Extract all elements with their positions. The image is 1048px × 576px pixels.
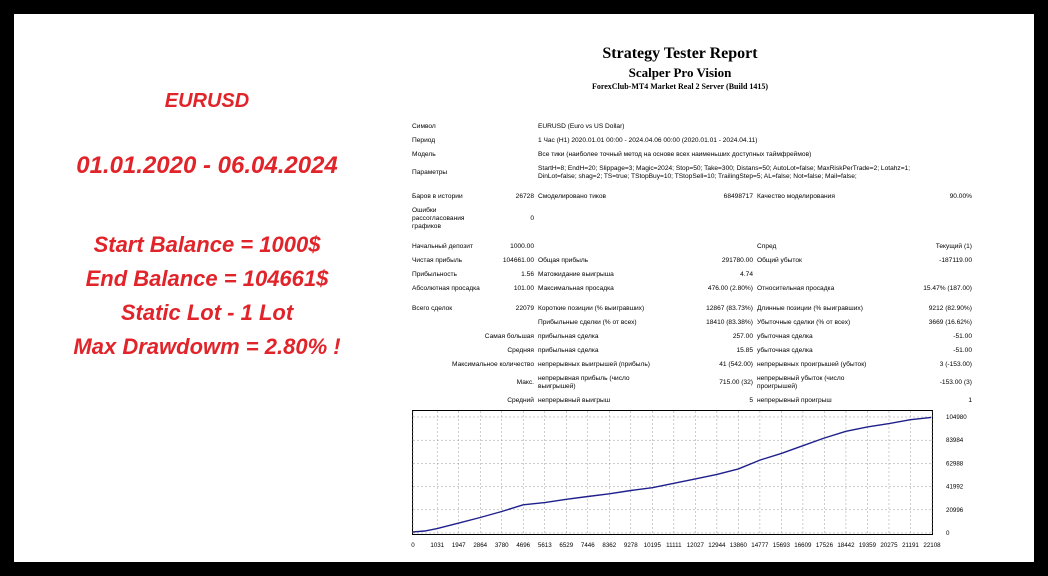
x-tick-label: 16609 <box>794 542 812 549</box>
avg-losses-value: 1 <box>968 397 972 404</box>
x-tick-label: 18442 <box>837 542 855 549</box>
x-tick-label: 13860 <box>729 542 747 549</box>
gross-loss-label: Общий убыток <box>757 257 802 264</box>
avg-label: Средний <box>507 397 534 404</box>
x-tick-label: 3780 <box>494 542 509 549</box>
trades-label: Всего сделок <box>412 305 453 312</box>
net-profit-value: 104661.00 <box>502 257 534 264</box>
balance-chart <box>411 410 967 558</box>
report-title: Strategy Tester Report <box>602 45 758 62</box>
report-server: ForexClub-MT4 Market Real 2 Server (Build 1415) <box>591 82 769 91</box>
x-tick-label: 2864 <box>473 542 488 549</box>
payoff-label: Матожидание выигрыша <box>538 271 614 278</box>
max-drawdown-text: Max Drawdowm = 2.80% ! <box>73 334 341 359</box>
rel-dd-value: 15.47% (187.00) <box>923 285 972 292</box>
x-tick-label: 5613 <box>537 542 552 549</box>
spread-value: Текущий (1) <box>935 243 972 250</box>
x-tick-label: 12027 <box>686 542 704 549</box>
symbol-value: EURUSD (Euro vs US Dollar) <box>538 123 625 130</box>
gross-loss-value: -187119.00 <box>939 257 972 264</box>
max-dd-value: 476.00 (2.80%) <box>707 285 753 292</box>
y-tick-label: 0 <box>946 530 950 537</box>
summary-panel <box>14 14 400 562</box>
spread-label: Спред <box>757 243 777 250</box>
max-losses-value: 3 (-153.00) <box>939 361 972 368</box>
deposit-value: 1000.00 <box>510 243 534 250</box>
x-tick-label: 21191 <box>902 542 919 549</box>
pf-label: Прибыльность <box>412 271 457 278</box>
period-label: Период <box>412 137 436 144</box>
avg-wins-label: непрерывный выигрыш <box>538 397 611 404</box>
quality-value: 90.00% <box>949 193 972 200</box>
errors-value: 0 <box>530 215 534 222</box>
avg-wins-value: 5 <box>749 397 753 404</box>
loss-trades-value: 3669 (16.62%) <box>928 319 972 326</box>
y-tick-label: 62988 <box>946 460 964 468</box>
average-loss-value: -51.00 <box>953 347 972 354</box>
max-wins-label: непрерывных выигрышей (прибыль) <box>538 361 650 368</box>
long-value: 9212 (82.90%) <box>928 305 972 312</box>
max-cons-profit-value: 715.00 (32) <box>719 379 753 386</box>
params-value-2: DinLot=false; shag=2; TS=true; TStopBuy=10; TStopSell=10; TrailingStep=5; AL=false; Not=false; Mail=false; <box>538 173 857 180</box>
max-cons-loss-label: непрерывный убыток (число проигрышей) <box>757 375 845 390</box>
strategy-tester-report <box>398 42 972 558</box>
start-balance-text: Start Balance = 1000$ <box>93 232 321 257</box>
profit-trades-value: 18410 (83.38%) <box>706 319 753 326</box>
date-range-heading: 01.01.2020 - 06.04.2024 <box>76 152 338 179</box>
y-tick-label: 20996 <box>946 506 964 514</box>
x-tick-label: 0 <box>411 542 415 549</box>
x-tick-label: 7446 <box>580 542 595 549</box>
x-tick-label: 6529 <box>559 542 574 549</box>
bars-label: Баров в истории <box>412 193 463 200</box>
largest-profit-value: 257.00 <box>732 333 753 340</box>
rel-dd-label: Относительная просадка <box>757 285 835 292</box>
max-label: Макс. <box>516 379 534 386</box>
x-tick-label: 20275 <box>880 542 898 549</box>
x-tick-label: 1031 <box>430 542 445 549</box>
max-wins-value: 41 (542.00) <box>719 361 753 368</box>
x-tick-label: 15693 <box>772 542 791 549</box>
max-cons-profit-label: непрерывная прибыль (число выигрышей) <box>538 375 630 390</box>
loss-trades-label: Убыточные сделки (% от всех) <box>757 319 851 326</box>
quality-label: Качество моделирования <box>757 193 835 200</box>
y-tick-label: 41992 <box>946 483 964 491</box>
x-tick-label: 22108 <box>923 542 941 549</box>
x-tick-label: 12944 <box>708 542 726 549</box>
profit-trades-label: Прибыльные сделки (% от всех) <box>538 319 637 326</box>
ticks-value: 68498717 <box>723 193 753 200</box>
y-tick-label: 104980 <box>946 414 967 421</box>
period-value: 1 Час (H1) 2020.01.01 00:00 - 2024.04.06 00:00 (2020.01.01 - 2024.04.11) <box>538 137 758 144</box>
max-dd-label: Максимальная просадка <box>538 285 614 292</box>
average-profit-label: прибыльная сделка <box>538 347 599 354</box>
max-cons-loss-value: -153.00 (3) <box>939 379 972 386</box>
largest-loss-value: -51.00 <box>953 333 972 340</box>
x-tick-label: 19359 <box>858 542 877 549</box>
x-tick-label: 9278 <box>623 542 638 549</box>
gross-profit-label: Общая прибыль <box>538 257 589 264</box>
errors-label: Ошибки рассогласования графиков <box>412 207 465 230</box>
x-tick-label: 8362 <box>602 542 617 549</box>
x-tick-label: 4696 <box>516 542 531 549</box>
y-tick-label: 83984 <box>946 437 964 445</box>
largest-profit-label: прибыльная сделка <box>538 333 599 340</box>
abs-dd-label: Абсолютная просадка <box>412 285 480 292</box>
max-count-label: Максимальное количество <box>452 361 534 368</box>
symbol-heading: EURUSD <box>164 90 250 112</box>
average-loss-label: убыточная сделка <box>757 347 813 354</box>
ticks-label: Смоделировано тиков <box>538 193 607 200</box>
model-label: Модель <box>412 151 436 158</box>
params-label: Параметры <box>412 169 448 176</box>
model-value: Все тики (наиболее точный метод на основе всех наименьших доступных таймфреймов) <box>538 151 812 158</box>
x-tick-label: 11111 <box>666 542 682 549</box>
x-tick-label: 17526 <box>815 542 834 549</box>
lot-text: Static Lot - 1 Lot <box>120 300 294 325</box>
x-tick-label: 1947 <box>451 542 466 549</box>
short-value: 12867 (83.73%) <box>706 305 753 312</box>
bars-value: 26728 <box>515 193 534 200</box>
abs-dd-value: 101.00 <box>513 285 534 292</box>
gross-profit-value: 291780.00 <box>721 257 753 264</box>
image-frame <box>14 14 1034 562</box>
largest-loss-label: убыточная сделка <box>757 333 813 340</box>
largest-label: Самая большая <box>484 333 534 340</box>
long-label: Длинные позиции (% выигравших) <box>757 305 863 312</box>
payoff-value: 4.74 <box>740 271 753 278</box>
report-subtitle: Scalper Pro Vision <box>628 65 732 80</box>
params-value-1: StartH=8; EndH=20; Slippage=3; Magic=2024; Stop=50; Take=300; Distans=50; AutoLot=false; MaxRiskPerTrade=2; Lotahz=1; <box>538 165 911 172</box>
average-profit-value: 15.85 <box>736 347 753 354</box>
net-profit-label: Чистая прибыль <box>412 257 463 264</box>
symbol-label: Символ <box>412 123 436 130</box>
end-balance-text: End Balance = 104661$ <box>85 266 329 291</box>
x-tick-label: 10195 <box>643 542 661 549</box>
average-label: Средняя <box>507 347 534 354</box>
pf-value: 1.56 <box>521 271 534 278</box>
x-tick-label: 14777 <box>751 542 769 549</box>
trades-value: 22079 <box>515 305 534 312</box>
deposit-label: Начальный депозит <box>412 243 473 250</box>
avg-losses-label: непрерывный проигрыш <box>757 397 832 404</box>
max-losses-label: непрерывных проигрышей (убыток) <box>757 361 867 368</box>
short-label: Короткие позиции (% выигравших) <box>538 305 645 312</box>
